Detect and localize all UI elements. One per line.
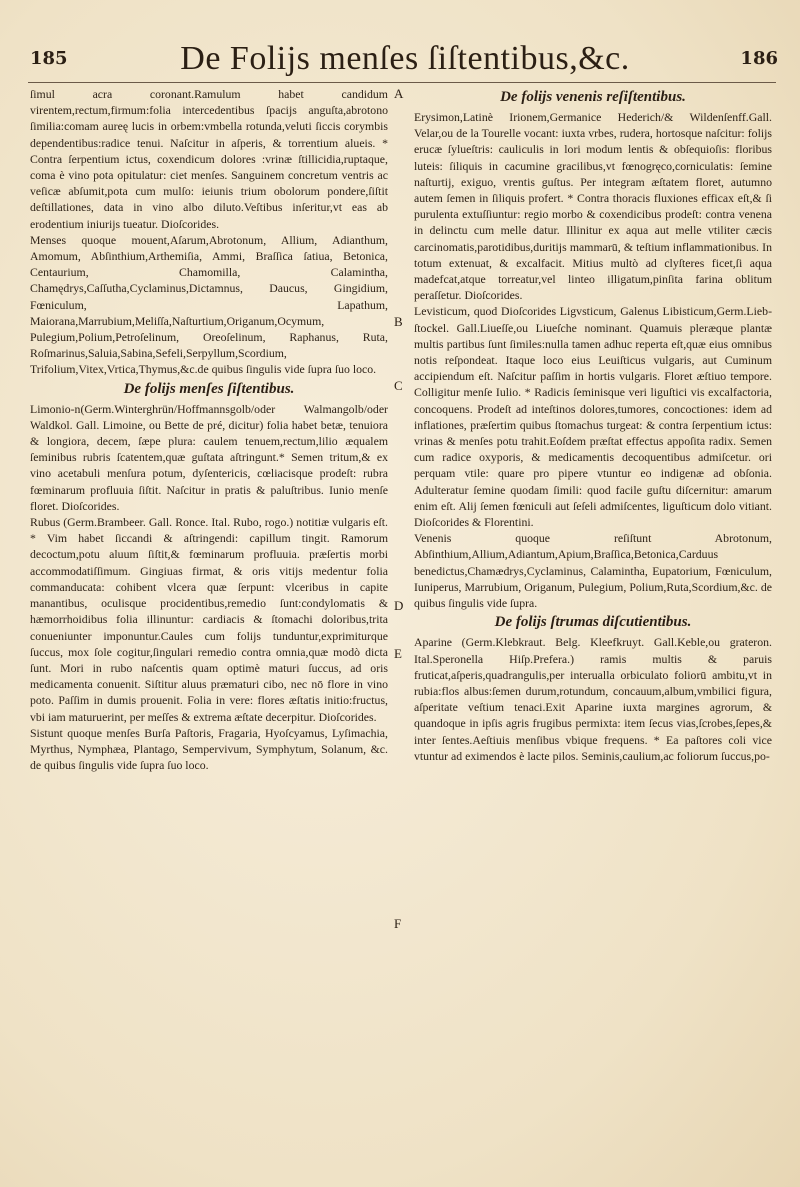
margin-letter-a: A [394,86,404,101]
paragraph-erysimon: Erysimon,Latinè Irionem,Germanice Hederich/& Wildenſenff.Gall. Velar,ou de la Tourelle vocant: iuxta vrbes, rudera, hortosque naſcitur: folijs erucæ ſylueſtris: cauliculis in lori modum lentis & obſequioſis: floribus luteis: ſiliquis in cacumine gracilibus,vt fœnogręco,corniculatis: ſemine naſturtij, exiguo, vrentis guſtus. Per integram æſtatem floret, autumno autem ſemen in ſiliquis profert. * Contra thoracis fluxiones efficax eſt,& ſi purulenta extuſſiuntur: regio morbo & coxendicibus prodeſt: contra venena in delinctu cum melle datur. Illinitur ex aqua aut melle vtiliter cæcis carcinomatis,parotidibus,duritijs mammarū, & teſtium inflammationibus. In totum extenuat, & excalfacit. Mitius multò ad clyſteres ficet,ſi aqua madefcat,atque torreatur,vel linteo illigatum,pinſita farina oblitum peraſſetur. Dioſcorides. [414,110,772,303]
margin-letter-b: B [394,314,403,329]
page-header [0,40,800,80]
paragraph-aparine: Aparine (Germ.Klebkraut. Belg. Kleefkruyt. Gall.Keble,ou grateron. Ital.Speronella Hiſp.Prefera.) ramis multis & paruis fruticat,aſperis,quadrangulis,per interualla orbiculato foliorū ambitu,vt in rubia:flos albus:ſemen durum,rotundum, concauum,album,vmbilici figura, aſperitate veſtium tenaci.Exit Aparine iuxta margines agrorum, & quandoque in ipſis agris frugibus permixta: item ſecus vias,ſcrobes,ſepes,& inter ſentes.Aeſtiuis menſibus vbique frequens. * Ea paſtores coli vice vtuntur ad eximendos è lacte pilos. Seminis,caulium,ac foliorum ſuccus,po- [414,635,772,763]
right-column [414,86,772,764]
paragraph-menses-mouent: Menses quoque mouent,Aſarum,Abrotonum, Allium, Adianthum, Amomum, Abſinthium,Arthemiſia, Ammi, Braſſica ſatiua, Betonica, Centaurium, Chamomilla, Calamintha, Chamędrys,Caſſutha,Cyclaminus,Dictamnus, Daucus, Gingidium, Fœniculum, Lapathum, Maiorana,Marrubium,Meliſſa,Naſturtium,Origanum,Ocymum, Pulegium,Polium,Petroſelinum, Oreoſelinum, Raphanus, Ruta, Roſmarinus,Saluia,Sabina,Sefeli,Serpyllum,Scordium, Trifolium,Vitex,Vrtica,Thymus,&c.de quibus ſingulis vide ſupra ſuo loco. [30,232,388,377]
header-rule [28,82,776,83]
running-title: De Folijs menſes ſiſtentibus,&c. [180,40,630,77]
section-title-menses-sistentibus: De folijs menſes ſiſtentibus. [123,380,295,397]
page-number-right: 186 [740,48,778,69]
margin-letter-c: C [394,378,403,393]
left-column [30,86,388,773]
section-title-venenis-resistentibus: De folijs venenis reſiſtentibus. [500,89,686,105]
margin-letter-d: D [394,598,404,613]
margin-letter-e: E [394,646,402,661]
margin-letter-f: F [394,916,402,931]
paragraph-rubus: Rubus (Germ.Brambeer. Gall. Ronce. Ital. Rubo, rogo.) notitiæ vulgaris eſt. * Vim habet ſiccandi & aſtringendi: capillum tingit. Ramorum decoctum,potu aluum ſiſtit,& fœminarum profluuia. præſertis morbi accommodatiſſimum. Gingiuas firmat, & oris vitijs medentur folia commanducata: cohibent vlcera quæ ſerpunt: vlceribus in capite manantibus, oculisque procidentibus,remedio ſunt:condylomatis & hæmorrhoidibus folia illinuntur: cardiacis & ſtomachi doloribus,trita conueniunter imponuntur.Caules cum folijs tunduntur,exprimiturque ſuccus, mox ſole cogitur,ſingulari remedio contra omnia,quæ modò dicta ſunt. Mori in rubo naſcentis quam optimè maturi ſuccus, ad oris medicamenta conuenit. Siſtitur aluus præmaturi cibo, nec nō flore in vino poto. Paſſim in dumis prouenit. Folia in vere: flores æſtatis initio:fructus, vbi iam maturuerint, per meſſes & extrema æſtate decerpitur. Dioſcorides. [30,515,388,724]
paragraph-limonium: Limonio-n(Germ.Winterghrün/Hoffmannsgolb/oder Walmangolb/oder Waldkol. Gall. Limoine, ou Bette de pré, dicitur) folia habet betæ, tenuiora & longiora, decem, ſæpe plura: caulem tenuem,rectum,lilio æqualem ſeminibus rubris ſcatentem,quæ guſtata aſtringunt.* Semen tritum,& ex vino acetabuli menſura potum, dyſentericis, cœliacisque prodeſt: rubra fœminarum profluuia ſiſtit. Naſcitur in pratis & paluſtribus. Iunio menſe floret. Dioſcorides. [30,401,388,513]
paragraph-levisticum: Levisticum, quod Dioſcorides Ligvsticum, Galenus Libisticum,Germ.Liebſtockel. Gall.Liueſſe,ou Liueſche nominant. Quamuis pleræque plantæ multis partibus ſunt ſimiles:nulla tamen adhuc reperta eſt,quæ eius omnibus notis reſpondeat. Itaque loco eius Leuiſticus vulgaris, aut Cuminum accipiendum eſt. Naſcitur paſſim in hortis vulgaris. Floret æſtiuo tempore. Colligitur menſe Iulio. * Radicis ſeminisque veri liguſtici vis excalfactoria, concoquens. Prodeſt ad inteſtinos dolores,tumores, concoctiones: idem ad inflationes, præſertim quibus ſtomachus turgeat: & contra ſerpentium ictus: vrinas & menſes potu trahit.Eoſdem præſtat effectus appoſita radix. Semen cum radice oxyporis, & medicamentis decoquentibus admiſcetur. ori perquam vtile: quare pro pipere vtuntur eo indigenæ ad obſonia. Adulteratur ſemine quodam ſimili: quod facile guſtu diſcernitur: amarum enim eſt. Alij ſemen fœniculi aut ſeſeli admiſcentes, liguſticum dolo vitiant. Dioſcorides & Florentini. [414,304,772,530]
paragraph-venenis-resistunt: Venenis quoque reſiſtunt Abrotonum, Abſinthium,Allium,Adiantum,Apium,Braſſica,Betonica,Carduus benedictus,Chamædrys,Cyclaminus, Calamintha, Eupatorium, Fœniculum, Iuniperus, Marrubium, Origanum, Pulegium, Polium,Ruta,Scordium,&c. de quibus ſingulis vide ſupra. [414,531,772,611]
section-title-strumas-discutientibus: De folijs ſtrumas diſcutientibus. [494,614,692,631]
margin-letters [394,86,410,1186]
page-number-left: 185 [30,48,68,69]
paragraph-abrotonum-continued: ſimul acra coronant.Ramulum habet candidum virentem,rectum,firmum:folia intercedentibus ſpacijs anguſta,abrotono ſimilia:comam aureę lucis in orbem:vmbella rotunda,veluti ſiccis corymbis dependentibus:radice tenui. Naſcitur in aſperis, & torrentium alueis. * Contra ſerpentium ictus, coxendicum dolores :vrinæ ſtillicidia,ruptaque, coma è vino pota opitulatur: ciet menſes. Sanguinem concretum ventris ac veſicæ abſumit,pota cum mulſo: ieiunis trium obolorum pondere,ſiſtit deſtillationes, data in vino albo diluto.Veſtibus inſeritur,vt eas ab erodentium iniurijs tueatur. Dioſcorides. [30,87,388,231]
paragraph-sistunt-menses: Sistunt quoque menſes Burſa Paſtoris, Fragaria, Hyoſcyamus, Lyſimachia, Myrthus, Nymphæa, Plantago, Sempervivum, Symphytum, Solanum, &c. de quibus ſingulis vide ſupra ſuo loco. [30,725,388,773]
